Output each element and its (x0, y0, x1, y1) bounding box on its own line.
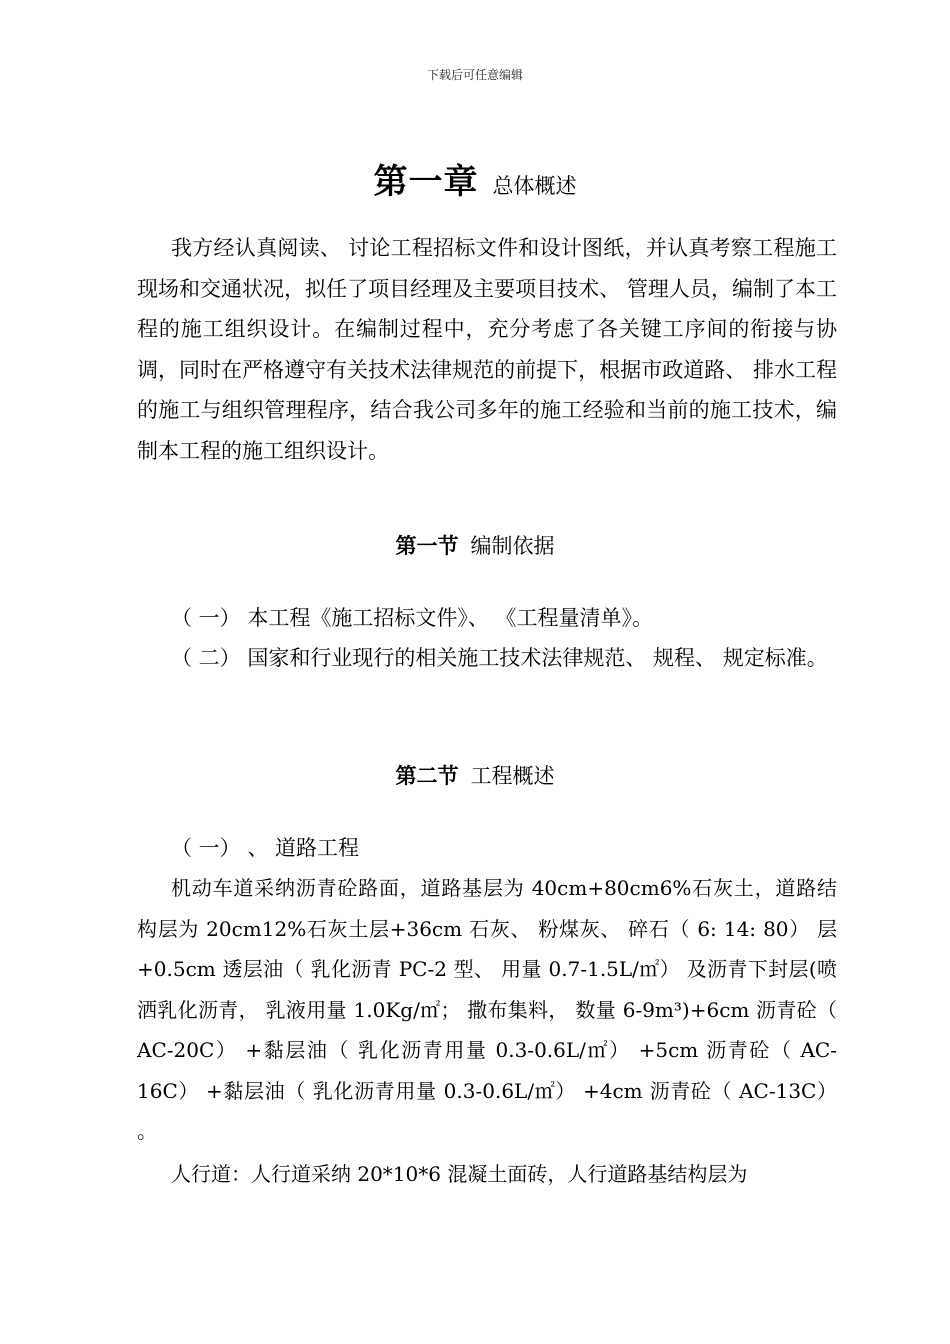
chapter-heading (0, 154, 950, 203)
subheading: （ 一） 、 道路工程 (171, 836, 360, 860)
list-item: （ 二） 国家和行业现行的相关施工技术法律规范、 规程、 规定标准。 (171, 646, 828, 670)
chapter-number: 第一章 (373, 162, 479, 202)
section-heading-1 (0, 530, 950, 560)
section-number: 第一节 (395, 534, 459, 558)
section-title: 编制依据 (470, 534, 555, 558)
road-paragraph: 机动车道采纳沥青砼路面，道路基层为 40cm+80cm6%石灰土，道路结构层为 20cm12%石灰土层+36cm 石灰、 粉煤灰、 碎石（ 6: 14: 80） 层+0.5cm 透层油（ 乳化沥青 PC-2 型、 用量 0.7-1.5L/㎡） 及沥青下封层(喷洒乳化沥青， 乳液用量 1.0Kg/㎡； 撒布集料， 数量 6-9m³)+6cm 沥青砼（ AC-20C） +黏层油（ 乳化沥青用量 0.3-0.6L/㎡） +5cm 沥青砼（ AC-16C） +黏层油（ 乳化沥青用量 0.3-0.6L/㎡） +4cm 沥青砼（ AC-13C） 。 (137, 876, 837, 1143)
section-number: 第二节 (395, 764, 459, 788)
intro-paragraph: 我方经认真阅读、 讨论工程招标文件和设计图纸，并认真考察工程施工现场和交通状况，拟任了项目经理及主要项目技术、 管理人员，编制了本工程的施工组织设计。在编制过程中，充分考虑了各关键工序间的衔接与协调，同时在严格遵守有关技术法律规范的前提下，根据市政道路、 排水工程的施工与组织管理程序，结合我公司多年的施工经验和当前的施工技术，编制本工程的施工组织设计。 (137, 236, 837, 463)
sidewalk-paragraph: 人行道：人行道采纳 20*10*6 混凝土面砖，人行道路基结构层为 (171, 1162, 748, 1186)
section-title: 工程概述 (470, 764, 555, 788)
list-item: （ 一） 本工程《施工招标文件》、 《工程量清单》。 (171, 606, 654, 630)
chapter-title: 总体概述 (492, 174, 577, 198)
header-note: 下载后可任意编辑 (426, 68, 523, 82)
section-heading-2 (0, 760, 950, 790)
